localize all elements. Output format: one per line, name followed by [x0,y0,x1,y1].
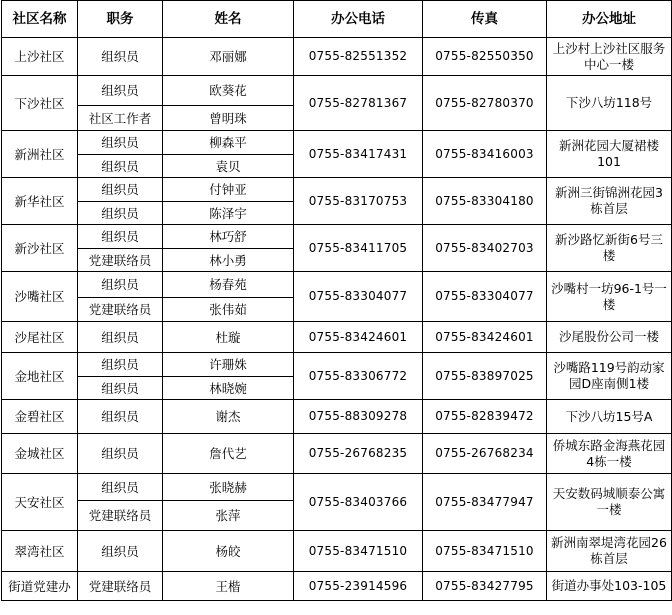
staff-role: 组织员 [78,531,163,572]
staff-name: 林小勇 [163,249,294,272]
staff-role: 组织员 [78,474,163,501]
table-row [2,178,672,202]
staff-role: 组织员 [78,377,163,400]
staff-role: 组织员 [78,272,163,298]
staff-role: 党建联络员 [78,298,163,322]
community-name: 沙嘴社区 [2,272,78,322]
office-address: 下沙八坊15号A [547,400,672,434]
table-row [2,38,672,76]
staff-name: 谢杰 [163,400,294,434]
staff-name: 杜璇 [163,322,294,353]
staff-name: 张伟茹 [163,298,294,322]
staff-role: 组织员 [78,225,163,249]
office-address: 上沙村上沙社区服务中心一楼 [547,38,672,76]
community-name: 金地社区 [2,353,78,400]
table-row [2,272,672,298]
staff-name: 杨春苑 [163,272,294,298]
staff-role: 组织员 [78,400,163,434]
office-address: 新洲三街锦洲花园3栋首层 [547,178,672,225]
header-office-address: 办公地址 [547,1,672,38]
office-phone: 0755-83306772 [294,353,423,400]
fax-number: 0755-83304180 [423,178,547,225]
fax-number: 0755-82550350 [423,38,547,76]
staff-role: 组织员 [78,353,163,377]
table-row [2,322,672,353]
table-row [2,131,672,155]
fax-number: 0755-26768234 [423,434,547,474]
community-name: 金城社区 [2,434,78,474]
table-row [2,434,672,474]
community-name: 翠湾社区 [2,531,78,572]
office-phone: 0755-23914596 [294,572,423,601]
table-row [2,572,672,601]
table-row [2,531,672,572]
fax-number: 0755-83402703 [423,225,547,272]
fax-number: 0755-82839472 [423,400,547,434]
office-phone: 0755-26768235 [294,434,423,474]
staff-name: 林晓婉 [163,377,294,400]
staff-name: 詹代艺 [163,434,294,474]
office-address: 新洲花园大厦裙楼101 [547,131,672,178]
office-phone: 0755-83304077 [294,272,423,322]
header-fax: 传真 [423,1,547,38]
staff-name: 张萍 [163,501,294,531]
table-row [2,474,672,501]
staff-role: 组织员 [78,155,163,178]
staff-name: 邓丽娜 [163,38,294,76]
office-phone: 0755-83170753 [294,178,423,225]
table-row [2,76,672,106]
table-row [2,400,672,434]
staff-name: 付钟亚 [163,178,294,202]
office-phone: 0755-82781367 [294,76,423,131]
staff-name: 曾明珠 [163,106,294,131]
fax-number: 0755-83427795 [423,572,547,601]
community-name: 街道党建办 [2,572,78,601]
staff-role: 组织员 [78,202,163,225]
fax-number: 0755-82780370 [423,76,547,131]
community-name: 上沙社区 [2,38,78,76]
office-address: 天安数码城顺泰公寓一楼 [547,474,672,531]
office-address: 沙嘴路119号韵动家园D座南侧1楼 [547,353,672,400]
header-office-phone: 办公电话 [294,1,423,38]
office-address: 下沙八坊118号 [547,76,672,131]
community-name: 新华社区 [2,178,78,225]
staff-name: 杨皎 [163,531,294,572]
table-row [2,353,672,377]
staff-role: 组织员 [78,178,163,202]
staff-role: 组织员 [78,76,163,106]
fax-number: 0755-83424601 [423,322,547,353]
office-phone: 0755-83424601 [294,322,423,353]
staff-name: 林巧舒 [163,225,294,249]
staff-name: 欧葵花 [163,76,294,106]
community-name: 新洲社区 [2,131,78,178]
office-phone: 0755-83417431 [294,131,423,178]
staff-name: 柳森平 [163,131,294,155]
community-name: 金碧社区 [2,400,78,434]
fax-number: 0755-83477947 [423,474,547,531]
office-address: 沙尾股份公司一楼 [547,322,672,353]
table-row [2,225,672,249]
fax-number: 0755-83304077 [423,272,547,322]
fax-number: 0755-83416003 [423,131,547,178]
staff-name: 陈泽宇 [163,202,294,225]
staff-name: 王楷 [163,572,294,601]
staff-role: 组织员 [78,131,163,155]
staff-name: 许珊姝 [163,353,294,377]
staff-role: 党建联络员 [78,501,163,531]
office-phone: 0755-83411705 [294,225,423,272]
staff-name: 袁贝 [163,155,294,178]
header-row [2,1,672,38]
community-contact-table [1,0,672,601]
community-name: 沙尾社区 [2,322,78,353]
header-name: 姓名 [163,1,294,38]
staff-role: 组织员 [78,38,163,76]
fax-number: 0755-83471510 [423,531,547,572]
header-community: 社区名称 [2,1,78,38]
office-address: 街道办事处103-105 [547,572,672,601]
staff-role: 党建联络员 [78,572,163,601]
fax-number: 0755-83897025 [423,353,547,400]
office-address: 新沙路忆新街6号三楼 [547,225,672,272]
staff-role: 组织员 [78,434,163,474]
staff-role: 社区工作者 [78,106,163,131]
staff-role: 组织员 [78,322,163,353]
staff-role: 党建联络员 [78,249,163,272]
staff-name: 张晓赫 [163,474,294,501]
office-phone: 0755-82551352 [294,38,423,76]
community-name: 下沙社区 [2,76,78,131]
office-phone: 0755-88309278 [294,400,423,434]
community-name: 天安社区 [2,474,78,531]
office-phone: 0755-83471510 [294,531,423,572]
office-address: 沙嘴村一坊96-1号一楼 [547,272,672,322]
office-address: 新洲南翠堤湾花园26栋首层 [547,531,672,572]
community-name: 新沙社区 [2,225,78,272]
office-address: 侨城东路金海燕花园4栋一楼 [547,434,672,474]
header-role: 职务 [78,1,163,38]
office-phone: 0755-83403766 [294,474,423,531]
